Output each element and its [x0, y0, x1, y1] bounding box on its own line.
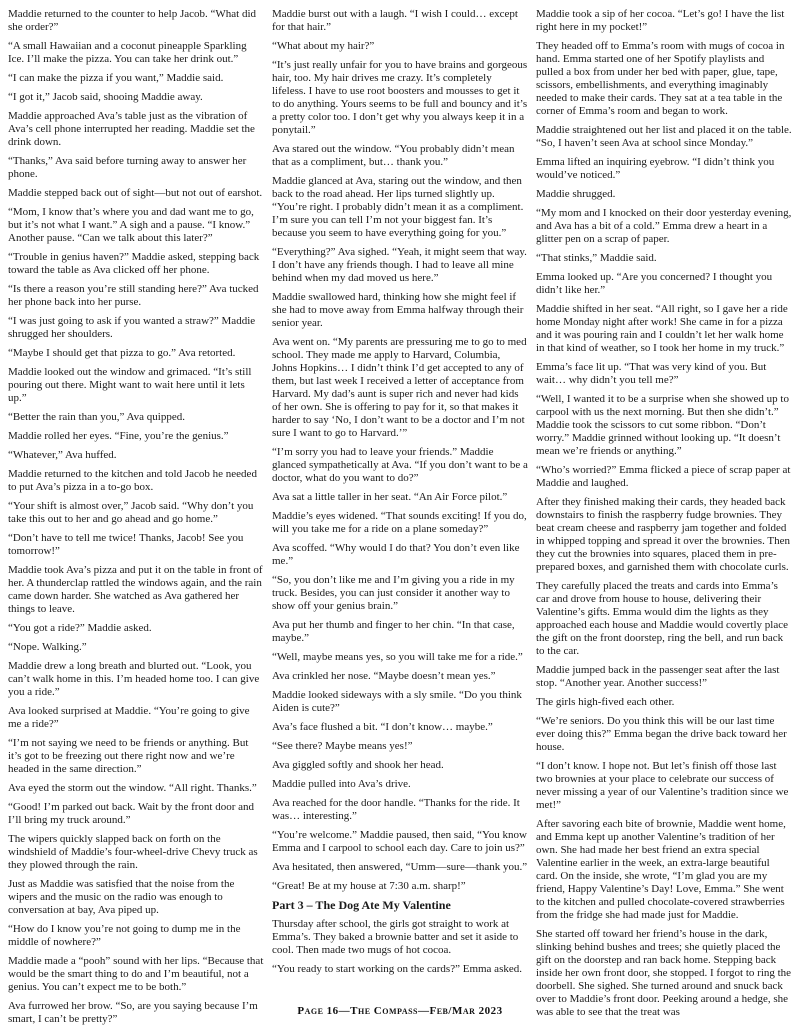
paragraph: “We’re seniors. Do you think this will be our last time ever doing this?” Emma began the drive back toward her house.: [536, 715, 787, 753]
paragraph: After they finished making their cards, they headed back downstairs to finish the raspberry fudge brownies. They beat cream cheese and raspberry jam together and folded in whipped topping and spread it over the brownies. Then they cut the brownies into squares, placed them in pre-prepared boxes, and garnished them with chocolate curls.: [536, 496, 790, 573]
paragraph: Maddie swallowed hard, thinking how she might feel if she had to move away from Emma halfway through their senior year.: [272, 291, 524, 329]
paragraph: Ava went on. “My parents are pressuring me to go to med school. They made me apply to Harvard, Columbia, Johns Hopkins… I didn’t think I’d get accepted to any of them, but last week I received a letter of acceptance from Harvard. My dad’s aunt is super rich and never had kids of her own. She is offering to pay for it, so that makes it harder to say ‘No, I don’t want to be a doctor and I’m not sure I want to go to Harvard.’”: [272, 336, 527, 439]
paragraph: After savoring each bite of brownie, Maddie went home, and Emma kept up another Valentine’s tradition of her own. She had made her best friend an extra special Valentine earlier in the week, an extra-large beautiful card. On the inside, she wrote, “I’m glad you are my friend, Happy Valentine’s Day! Love, Emma.” She went to the kitchen and pulled chocolate-covered strawberries from the fridge she had made just for Maddie.: [536, 818, 786, 921]
paragraph: Ava scoffed. “Why would I do that? You don’t even like me.”: [272, 542, 520, 567]
paragraph: Maddie looked sideways with a sly smile. “Do you think Aiden is cute?”: [272, 689, 522, 714]
paragraph: Maddie looked out the window and grimaced. “It’s still pouring out there. Might want to wait here until it lets up.”: [8, 366, 252, 404]
paragraph: Ava sat a little taller in her seat. “An Air Force pilot.”: [272, 491, 508, 503]
paragraph: They headed off to Emma’s room with mugs of cocoa in hand. Emma started one of her Spotify playlists and pulled a box from under her bed with paper, glue, tape, scissors, embellishments, and everything imaginably needed to make their cards. They sat at a tea table in the corner of Emma’s room and began to work.: [536, 40, 785, 117]
paragraph: Ava hesitated, then answered, “Umm—sure—thank you.”: [272, 861, 528, 873]
paragraph: Maddie took Ava’s pizza and put it on the table in front of her. A thunderclap rattled the windows again, and the rain came down harder. She watched as Ava gathered her things to leave.: [8, 564, 263, 615]
paragraph: “You got a ride?” Maddie asked.: [8, 622, 152, 634]
paragraph: Thursday after school, the girls got straight to work at Emma’s. They baked a brownie batter and set it aside to cool. Then made two mugs of hot cocoa.: [272, 918, 519, 956]
paragraph: Maddie’s eyes widened. “That sounds exciting! If you do, will you take me for a ride on a plane someday?”: [272, 510, 527, 535]
paragraph: Ava giggled softly and shook her head.: [272, 759, 444, 771]
paragraph: “Maybe I should get that pizza to go.” Ava retorted.: [8, 347, 236, 359]
paragraph: “It’s just really unfair for you to have brains and gorgeous hair, too. My hair drives me crazy. It’s completely lifeless. I have to use root boosters and mousses to get it to do anything. Yours seems to be full and bouncy and it’s a pretty color too. I don’t get why you always keep it in a ponytail.”: [272, 59, 528, 136]
paragraph: Maddie straightened out her list and placed it on the table. “So, I haven’t seen Ava at school since Monday.”: [536, 124, 792, 149]
column-right: [536, 8, 792, 1025]
paragraph: “How do I know you’re not going to dump me in the middle of nowhere?”: [8, 923, 241, 948]
paragraph: “Is there a reason you’re still standing here?” Ava tucked her phone back into her purse.: [8, 283, 259, 308]
paragraph: Maddie shifted in her seat. “All right, so I gave her a ride home Monday night after work! She came in for a pizza and it was pouring rain and I couldn’t let her walk home in that kind of weather, so I took her home in my truck.”: [536, 303, 788, 354]
paragraph: Maddie approached Ava’s table just as the vibration of Ava’s cell phone interrupted her reading. Maddie set the drink down.: [8, 110, 255, 148]
paragraph: Maddie pulled into Ava’s drive.: [272, 778, 411, 790]
paragraph: Maddie took a sip of her cocoa. “Let’s go! I have the list right here in my pocket!”: [536, 8, 785, 33]
paragraph: Ava’s face flushed a bit. “I don’t know… maybe.”: [272, 721, 493, 733]
paragraph: Maddie drew a long breath and blurted out. “Look, you can’t walk home in this. I’m headed home too. I can give you a ride.”: [8, 660, 260, 698]
paragraph: Maddie burst out with a laugh. “I wish I could… except for that hair.”: [272, 8, 518, 33]
paragraph: She started off toward her friend’s house in the dark, slinking behind bushes and trees; she quietly placed the gift on the doorstep and ran back home. Stepping back inside her own front door, she stopped. I forgot to ring the doorbell. She sighed. She turned around and snuck back over to Maddie’s front door. Peeking around a hedge, she was able to see that the treat was: [536, 928, 792, 1018]
paragraph: The wipers quickly slapped back on forth on the windshield of Maddie’s four-wheel-drive Chevy truck as they plowed through the rain.: [8, 833, 258, 871]
paragraph: Ava reached for the door handle. “Thanks for the ride. It was… interesting.”: [272, 797, 520, 822]
column-left: [8, 8, 264, 1032]
paragraph: Maddie rolled her eyes. “Fine, you’re the genius.”: [8, 430, 229, 442]
paragraph: “I’m not saying we need to be friends or anything. But it’s got to be freezing out there right now and we’re headed in the same direction.”: [8, 737, 249, 775]
paragraph: “Don’t have to tell me twice! Thanks, Jacob! See you tomorrow!”: [8, 532, 244, 557]
paragraph: “I got it,” Jacob said, shooing Maddie away.: [8, 91, 203, 103]
paragraph: “Nope. Walking.”: [8, 641, 87, 653]
paragraph: “Trouble in genius haven?” Maddie asked, stepping back toward the table as Ava clicked off her phone.: [8, 251, 260, 276]
paragraph: Maddie stepped back out of sight—but not out of earshot.: [8, 187, 263, 199]
paragraph: “Thanks,” Ava said before turning away to answer her phone.: [8, 155, 247, 180]
paragraph: Emma looked up. “Are you concerned? I thought you didn’t like her.”: [536, 271, 773, 296]
paragraph: “Well, maybe means yes, so you will take me for a ride.”: [272, 651, 523, 663]
paragraph: Maddie made a “pooh” sound with her lips. “Because that would be the smart thing to do and I’m beautiful, not a genius. You can’t expect me to be both.”: [8, 955, 264, 993]
section-heading: Part 3 – The Dog Ate My Valentine: [272, 898, 451, 912]
paragraph: “So, you don’t like me and I’m giving you a ride in my truck. Besides, you can just consider it another way to show off your genius brain.”: [272, 574, 515, 612]
paragraph: Maddie glanced at Ava, staring out the window, and then back to the road ahead. Her lips turned slightly up. “You’re right. I probably didn’t mean it as a compliment. I’m sure you can tell I’m not your biggest fan. It’s because you seem to have everything going for you.”: [272, 175, 524, 239]
paragraph: “You ready to start working on the cards?” Emma asked.: [272, 963, 522, 975]
paragraph: Emma lifted an inquiring eyebrow. “I didn’t think you would’ve noticed.”: [536, 156, 775, 181]
paragraph: “Everything?” Ava sighed. “Yeah, it might seem that way. I don’t have any friends though. I had to leave all mine behind when my dad moved us here.”: [272, 246, 527, 284]
paragraph: Maddie returned to the kitchen and told Jacob he needed to put Ava’s pizza in a to-go box.: [8, 468, 257, 493]
paragraph: “I can make the pizza if you want,” Maddie said.: [8, 72, 224, 84]
paragraph: “That stinks,” Maddie said.: [536, 252, 657, 264]
paragraph: They carefully placed the treats and cards into Emma’s car and drove from house to house, delivering their Valentine’s gifts. Emma would dim the lights as they approached each house and Maddie would covertly place the gift on the front doorstep, ring the bell, and run back to the car.: [536, 580, 788, 657]
paragraph: “I don’t know. I hope not. But let’s finish off those last two brownies at your place to celebrate our success of never missing a year of our Valentine’s tradition since we met!”: [536, 760, 789, 811]
paragraph: “Well, I wanted it to be a surprise when she showed up to carpool with us the next morning. But then she didn’t.” Maddie took the scissors to cut some ribbon. “Don’t worry.” Maddie grinned without looking up. “It doesn’t mean we’re friends or anything.”: [536, 393, 789, 457]
paragraph: “Mom, I know that’s where you and dad want me to go, but it’s not what I want.” A sigh and a pause. “I know.” Another pause. “Can we talk about this later?”: [8, 206, 254, 244]
page-footer: Page 16—The Compass—Feb/Mar 2023: [297, 1005, 503, 1017]
paragraph: “What about my hair?”: [272, 40, 375, 52]
paragraph: Ava looked surprised at Maddie. “You’re going to give me a ride?”: [8, 705, 250, 730]
paragraph: “Great! Be at my house at 7:30 a.m. sharp!”: [272, 880, 466, 892]
paragraph: The girls high-fived each other.: [536, 696, 675, 708]
paragraph: “I was just going to ask if you wanted a straw?” Maddie shrugged her shoulders.: [8, 315, 256, 340]
paragraph: “A small Hawaiian and a coconut pineapple Sparkling Ice. I’ll make the pizza. You can take her drink out.”: [8, 40, 247, 65]
paragraph: “You’re welcome.” Maddie paused, then said, “You know Emma and I carpool to school each day. Care to join us?”: [272, 829, 527, 854]
paragraph: “Your shift is almost over,” Jacob said. “Why don’t you take this out to her and go ahead and go home.”: [8, 500, 254, 525]
paragraph: “Who’s worried?” Emma flicked a piece of scrap paper at Maddie and laughed.: [536, 464, 791, 489]
paragraph: Maddie shrugged.: [536, 188, 616, 200]
paragraph: Maddie returned to the counter to help Jacob. “What did she order?”: [8, 8, 257, 33]
paragraph: “My mom and I knocked on their door yesterday evening, and Ava has a bit of a cold.” Emma drew a heart in a glitter pen on a scrap of paper.: [536, 207, 792, 245]
paragraph: Ava stared out the window. “You probably didn’t mean that as a compliment, but… thank you.”: [272, 143, 515, 168]
paragraph: “Better the rain than you,” Ava quipped.: [8, 411, 185, 423]
column-middle: [272, 8, 528, 982]
paragraph: Ava furrowed her brow. “So, are you saying because I’m smart, I can’t be pretty?”: [8, 1000, 258, 1025]
paragraph: “Whatever,” Ava huffed.: [8, 449, 117, 461]
paragraph: Just as Maddie was satisfied that the noise from the wipers and the music on the radio was enough to conversation at bay, Ava piped up.: [8, 878, 235, 916]
paragraph: Ava put her thumb and finger to her chin. “In that case, maybe.”: [272, 619, 515, 644]
paragraph: Maddie jumped back in the passenger seat after the last stop. “Another year. Another success!”: [536, 664, 780, 689]
paragraph: “See there? Maybe means yes!”: [272, 740, 413, 752]
paragraph: Ava eyed the storm out the window. “All right. Thanks.”: [8, 782, 257, 794]
paragraph: Emma’s face lit up. “That was very kind of you. But wait… why didn’t you tell me?”: [536, 361, 767, 386]
paragraph: “I’m sorry you had to leave your friends.” Maddie glanced sympathetically at Ava. “If you don’t want to be a doctor, what do you want to do?”: [272, 446, 528, 484]
paragraph: Ava crinkled her nose. “Maybe doesn’t mean yes.”: [272, 670, 496, 682]
paragraph: “Good! I’m parked out back. Wait by the front door and I’ll bring my truck around.”: [8, 801, 255, 826]
